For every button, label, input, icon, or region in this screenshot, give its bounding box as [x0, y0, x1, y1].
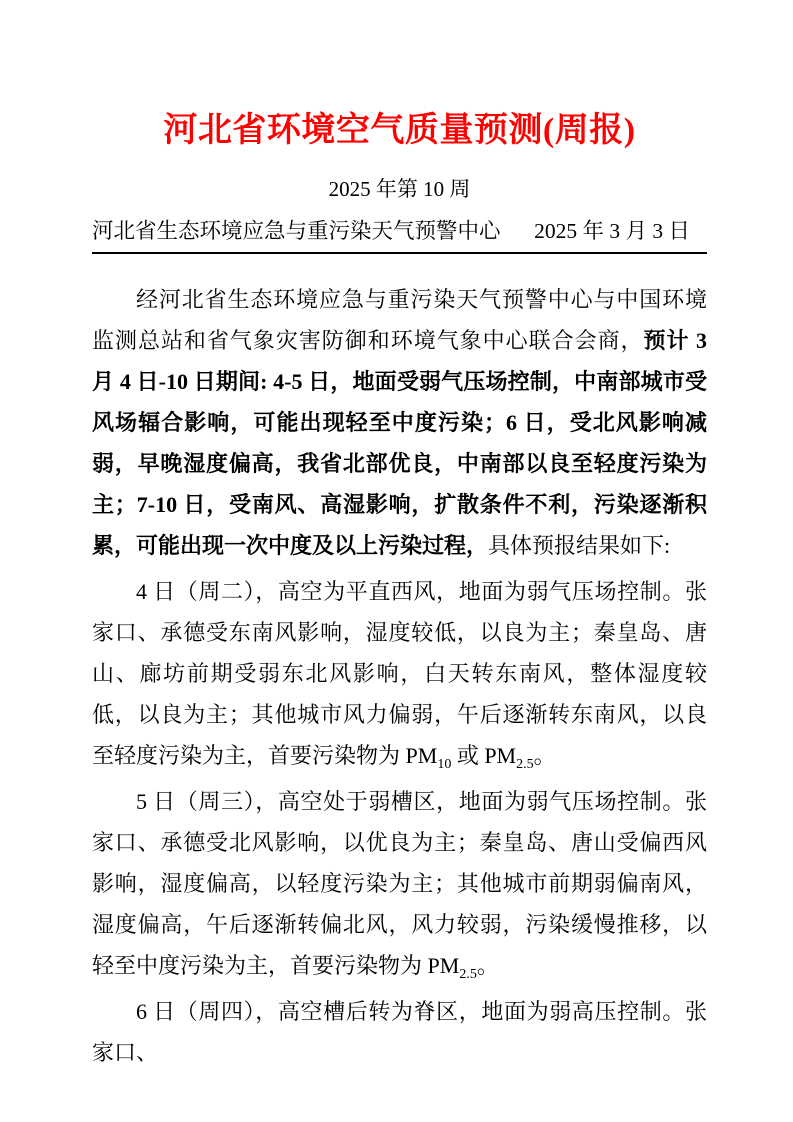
meta-row [92, 217, 707, 245]
issuing-org: 河北省生态环境应急与重污染天气预警中心 [92, 219, 501, 243]
text-run: 具体预报结果如下: [488, 533, 671, 558]
header-divider [92, 252, 707, 254]
body-paragraph [92, 991, 707, 1073]
document-body [92, 279, 707, 1073]
subscript-run: 10 [437, 757, 452, 772]
body-paragraph [92, 781, 707, 986]
text-run: 经河北省生态环境应急与重污染天气预警中心与中国环境监测总站和省气象灾害防御和环境气象中心联合会商， [92, 287, 707, 353]
subscript-run: 2.5 [459, 967, 477, 982]
body-paragraph [92, 279, 707, 566]
body-paragraph [92, 571, 707, 776]
text-run: 5 日（周三），高空处于弱槽区，地面为弱气压场控制。张家口、承德受北风影响，以优良为主；秦皇岛、唐山受偏西风影响，湿度偏高，以轻度污染为主；其他城市前期弱偏南风，湿度偏高，午后逐渐转偏北风，风力较弱，污染缓慢推移，以轻至中度污染为主，首要污染物为 PM [92, 789, 707, 978]
text-run: 或 PM [451, 743, 517, 768]
text-run: 。 [533, 743, 556, 768]
text-run: 4 日（周二），高空为平直西风，地面为弱气压场控制。张家口、承德受东南风影响，湿度较低，以良为主；秦皇岛、唐山、廊坊前期受弱东北风影响，白天转东南风，整体湿度较低，以良为主；其他城市风力偏弱，午后逐渐转东南风，以良至轻度污染为主，首要污染物为 PM [92, 579, 707, 768]
subscript-run: 2.5 [516, 757, 534, 772]
report-date: 2025 年 3 月 3 日 [534, 219, 690, 243]
week-subtitle: 2025 年第 10 周 [328, 177, 471, 201]
text-run: 6 日（周四），高空槽后转为脊区，地面为弱高压控制。张家口、 [92, 999, 707, 1065]
page-title: 河北省环境空气质量预测(周报) [163, 112, 636, 149]
text-run: 。 [476, 953, 499, 978]
bold-text-run: 预计 3 月 4 日-10 日期间: 4-5 日，地面受弱气压场控制，中南部城市受风场辐合影响，可能出现轻至中度污染；6 日，受北风影响减弱，早晚湿度偏高，我省北部优良，中南部以良至轻度污染为主；7-10 日，受南风、高湿影响，扩散条件不利，污染逐渐积累，可能出现一次中度及以上污染过程， [92, 328, 707, 558]
